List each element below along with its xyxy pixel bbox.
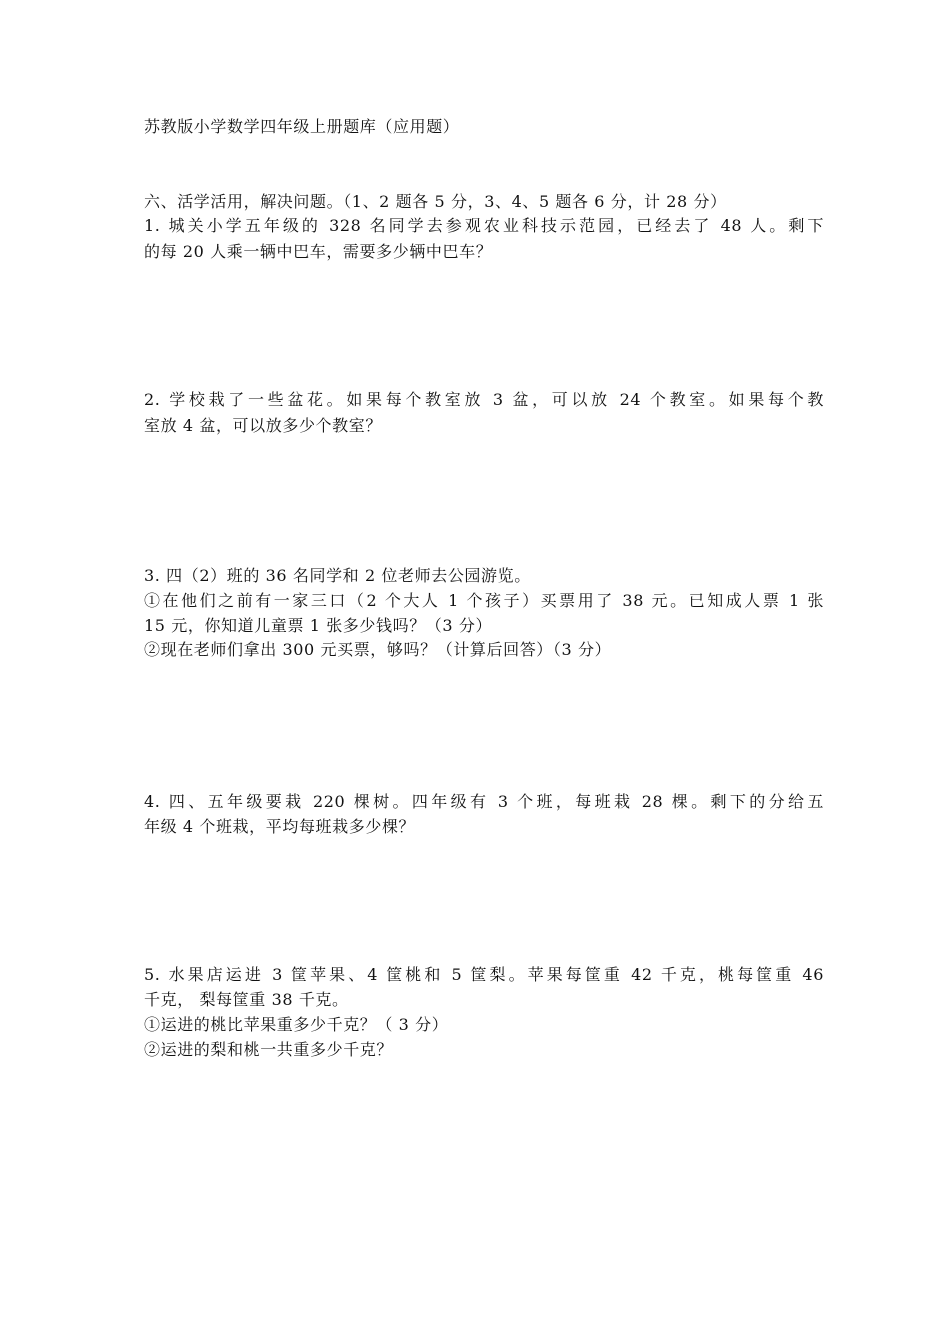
question-3-line-4: ②现在老师们拿出 300 元买票，够吗？（计算后回答）（3 分）: [144, 640, 612, 659]
question-4-line-1: 4. 四、五年级要栽 220 棵树。四年级有 3 个班，每班栽 28 棵。剩下的分给五: [144, 792, 824, 811]
question-3-line-1: 3. 四（2）班的 36 名同学和 2 位老师去公园游览。: [144, 566, 531, 585]
document-title: 苏教版小学数学四年级上册题库（应用题）: [144, 117, 460, 136]
question-1-line-2: 的每 20 人乘一辆中巴车，需要多少辆中巴车？: [144, 242, 493, 261]
question-5-line-4: ②运进的梨和桃一共重多少千克？: [144, 1040, 394, 1059]
section-heading: 六、活学活用，解决问题。（1、2 题各 5 分，3、4、5 题各 6 分，计 28 分）: [144, 192, 727, 211]
question-3-line-2: ①在他们之前有一家三口（2 个大人 1 个孩子）买票用了 38 元。已知成人票 1 张: [144, 591, 824, 610]
question-2-line-2: 室放 4 盆，可以放多少个教室？: [144, 416, 382, 435]
question-5-line-2: 千克， 梨每筐重 38 千克。: [144, 990, 349, 1009]
question-3-line-3: 15 元，你知道儿童票 1 张多少钱吗？（3 分）: [144, 616, 493, 635]
question-2-line-1: 2. 学校栽了一些盆花。如果每个教室放 3 盆，可以放 24 个教室。如果每个教: [144, 390, 824, 409]
question-5-line-3: ①运进的桃比苹果重多少千克？（ 3 分）: [144, 1015, 449, 1034]
question-5-line-1: 5. 水果店运进 3 筐苹果、4 筐桃和 5 筐梨。苹果每筐重 42 千克，桃每筐重 46: [144, 965, 824, 984]
question-1-line-1: 1. 城关小学五年级的 328 名同学去参观农业科技示范园，已经去了 48 人。剩下: [144, 216, 824, 235]
question-4-line-2: 年级 4 个班栽，平均每班栽多少棵？: [144, 817, 416, 836]
